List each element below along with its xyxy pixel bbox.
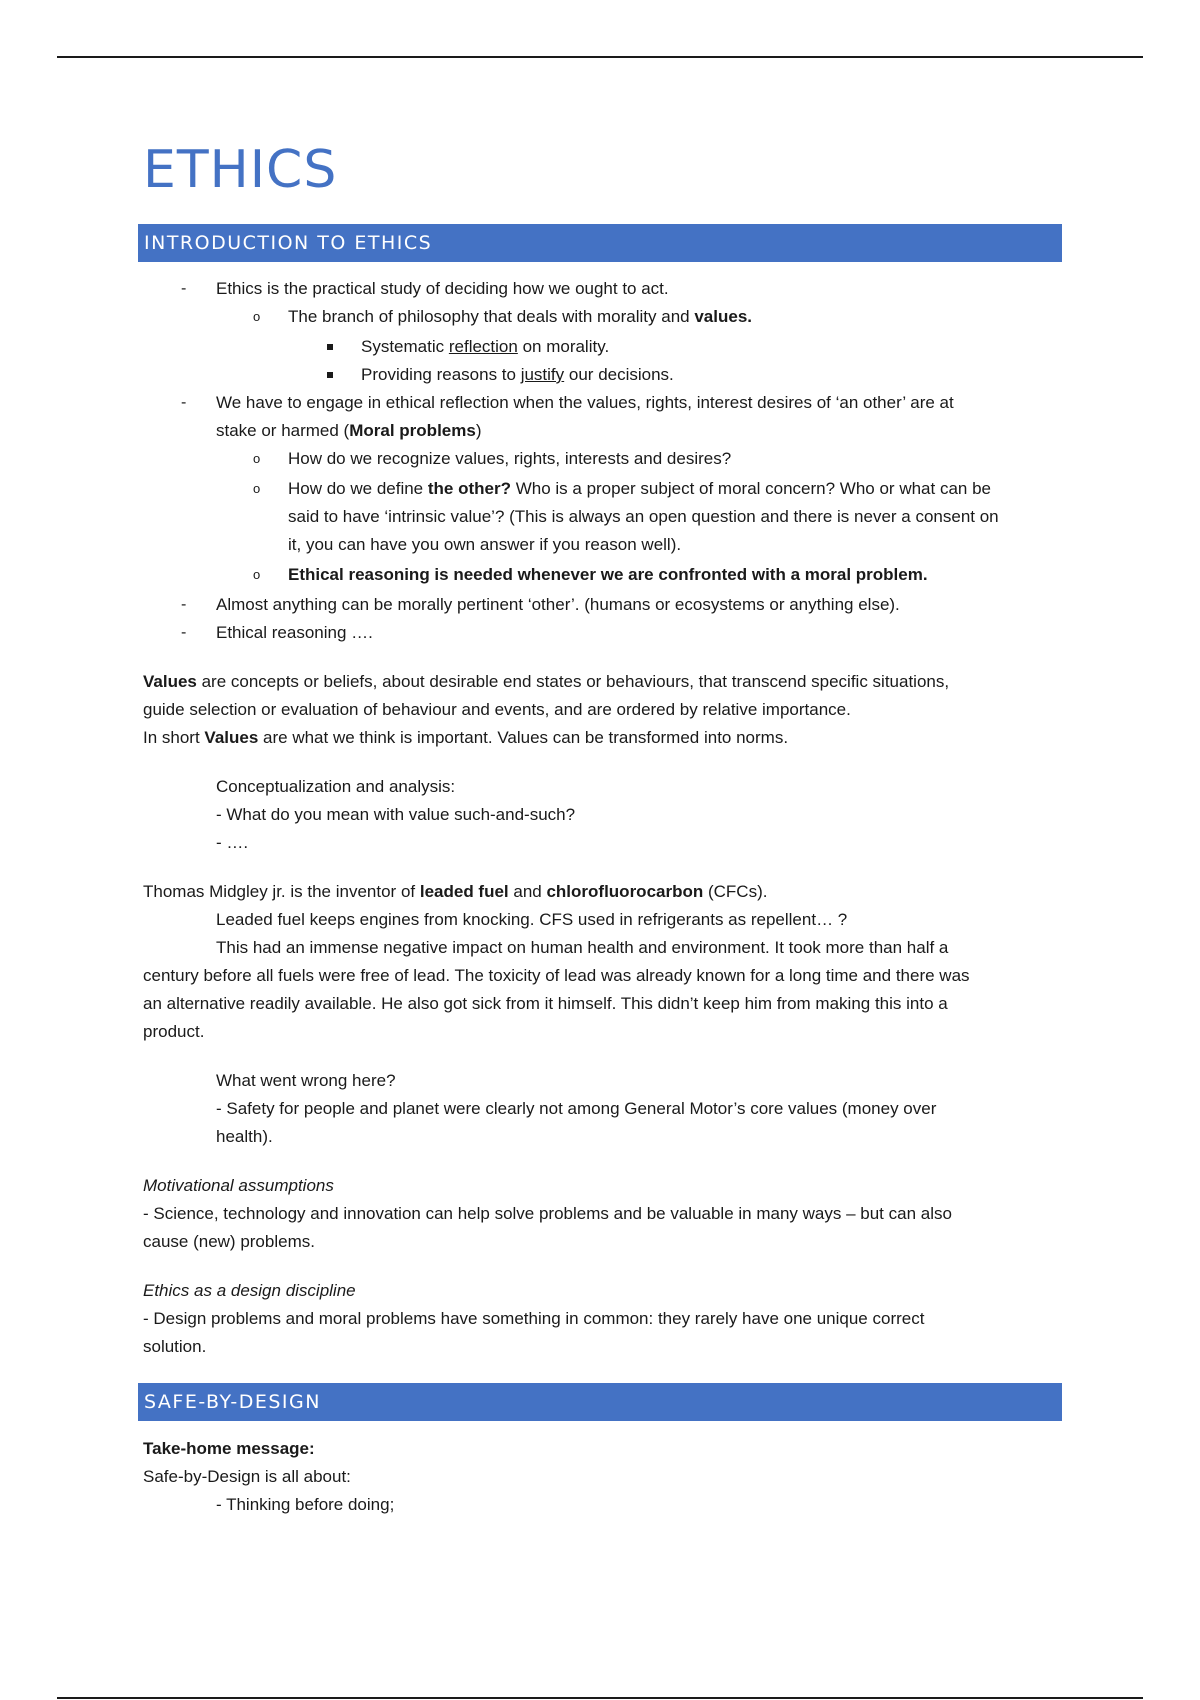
sub-sub-bullet-justify: Providing reasons to justify our decisions. (361, 365, 674, 384)
design-line: solution. (143, 1337, 207, 1356)
bullet-ethical-reflection: We have to engage in ethical reflection when the values, rights, interest desires of ‘an other’ are at (216, 393, 954, 412)
sub-sub-bullet-reflection: Systematic reflection on morality. (361, 337, 610, 356)
midgley-line: product. (143, 1022, 205, 1041)
design-heading: Ethics as a design discipline (143, 1281, 356, 1300)
midgley-line: This had an immense negative impact on human health and environment. It took more than half a (216, 938, 949, 957)
midgley-line: Thomas Midgley jr. is the inventor of leaded fuel and chlorofluorocarbon (CFCs). (143, 882, 768, 901)
midgley-line: an alternative readily available. He also got sick from it himself. This didn’t keep him from making this into a (143, 994, 948, 1013)
concept-line: - What do you mean with value such-and-such? (216, 805, 576, 824)
concept-line: - …. (216, 833, 249, 852)
circle-marker: o (253, 451, 261, 466)
midgley-line: Leaded fuel keeps engines from knocking. CFS used in refrigerants as repellent… ? (216, 910, 848, 929)
bullet-morally-pertinent: Almost anything can be morally pertinent ‘other’. (humans or ecosystems or anything else). (216, 595, 900, 614)
take-home-heading: Take-home message: (143, 1439, 315, 1458)
sub-bullet-ethical-reasoning: Ethical reasoning is needed whenever we are confronted with a moral problem. (288, 565, 928, 584)
motivational-line: - Science, technology and innovation can help solve problems and be valuable in many ways – but can also (143, 1204, 952, 1223)
square-marker (327, 344, 333, 350)
square-marker (327, 372, 333, 378)
footer-rule (57, 1697, 1143, 1699)
circle-marker: o (253, 481, 261, 496)
bullet-ethical-reflection-cont: stake or harmed (Moral problems) (216, 421, 482, 440)
motivational-heading: Motivational assumptions (143, 1176, 334, 1195)
concept-line: Conceptualization and analysis: (216, 777, 456, 796)
values-paragraph-line: In short Values are what we think is important. Values can be transformed into norms. (143, 728, 789, 747)
circle-marker: o (253, 309, 261, 324)
wrong-line: health). (216, 1127, 273, 1146)
sub-bullet-define-other-cont: it, you can have you own answer if you reason well). (288, 535, 682, 554)
circle-marker: o (253, 567, 261, 582)
dash-marker: - (181, 394, 187, 411)
wrong-line: What went wrong here? (216, 1071, 396, 1090)
sub-bullet-define-other: How do we define the other? Who is a proper subject of moral concern? Who or what can be (288, 479, 991, 498)
dash-marker: - (181, 624, 187, 641)
page-title: ETHICS (143, 140, 338, 200)
sub-bullet-branch: The branch of philosophy that deals with morality and values. (288, 307, 752, 326)
sub-bullet-recognize: How do we recognize values, rights, interests and desires? (288, 449, 732, 468)
values-paragraph-line: guide selection or evaluation of behaviour and events, and are ordered by relative importance. (143, 700, 851, 719)
midgley-line: century before all fuels were free of lead. The toxicity of lead was already known for a long time and there was (143, 966, 970, 985)
dash-marker: - (181, 280, 187, 297)
safe-line: - Thinking before doing; (216, 1495, 395, 1514)
sub-bullet-define-other-cont: said to have ‘intrinsic value’? (This is always an open question and there is never a consent on (288, 507, 999, 526)
dash-marker: - (181, 596, 187, 613)
bullet-ethics-definition: Ethics is the practical study of deciding how we ought to act. (216, 279, 669, 298)
design-line: - Design problems and moral problems have something in common: they rarely have one unique correct (143, 1309, 925, 1328)
wrong-line: - Safety for people and planet were clearly not among General Motor’s core values (money over (216, 1099, 937, 1118)
header-rule (57, 56, 1143, 58)
section-heading-introduction: INTRODUCTION TO ETHICS (138, 224, 1062, 262)
values-paragraph-line: Values are concepts or beliefs, about desirable end states or behaviours, that transcend specific situations, (143, 672, 950, 691)
bullet-ethical-reasoning: Ethical reasoning …. (216, 623, 373, 642)
section-heading-safe-by-design: SAFE-BY-DESIGN (138, 1383, 1062, 1421)
safe-line: Safe-by-Design is all about: (143, 1467, 351, 1486)
motivational-line: cause (new) problems. (143, 1232, 315, 1251)
